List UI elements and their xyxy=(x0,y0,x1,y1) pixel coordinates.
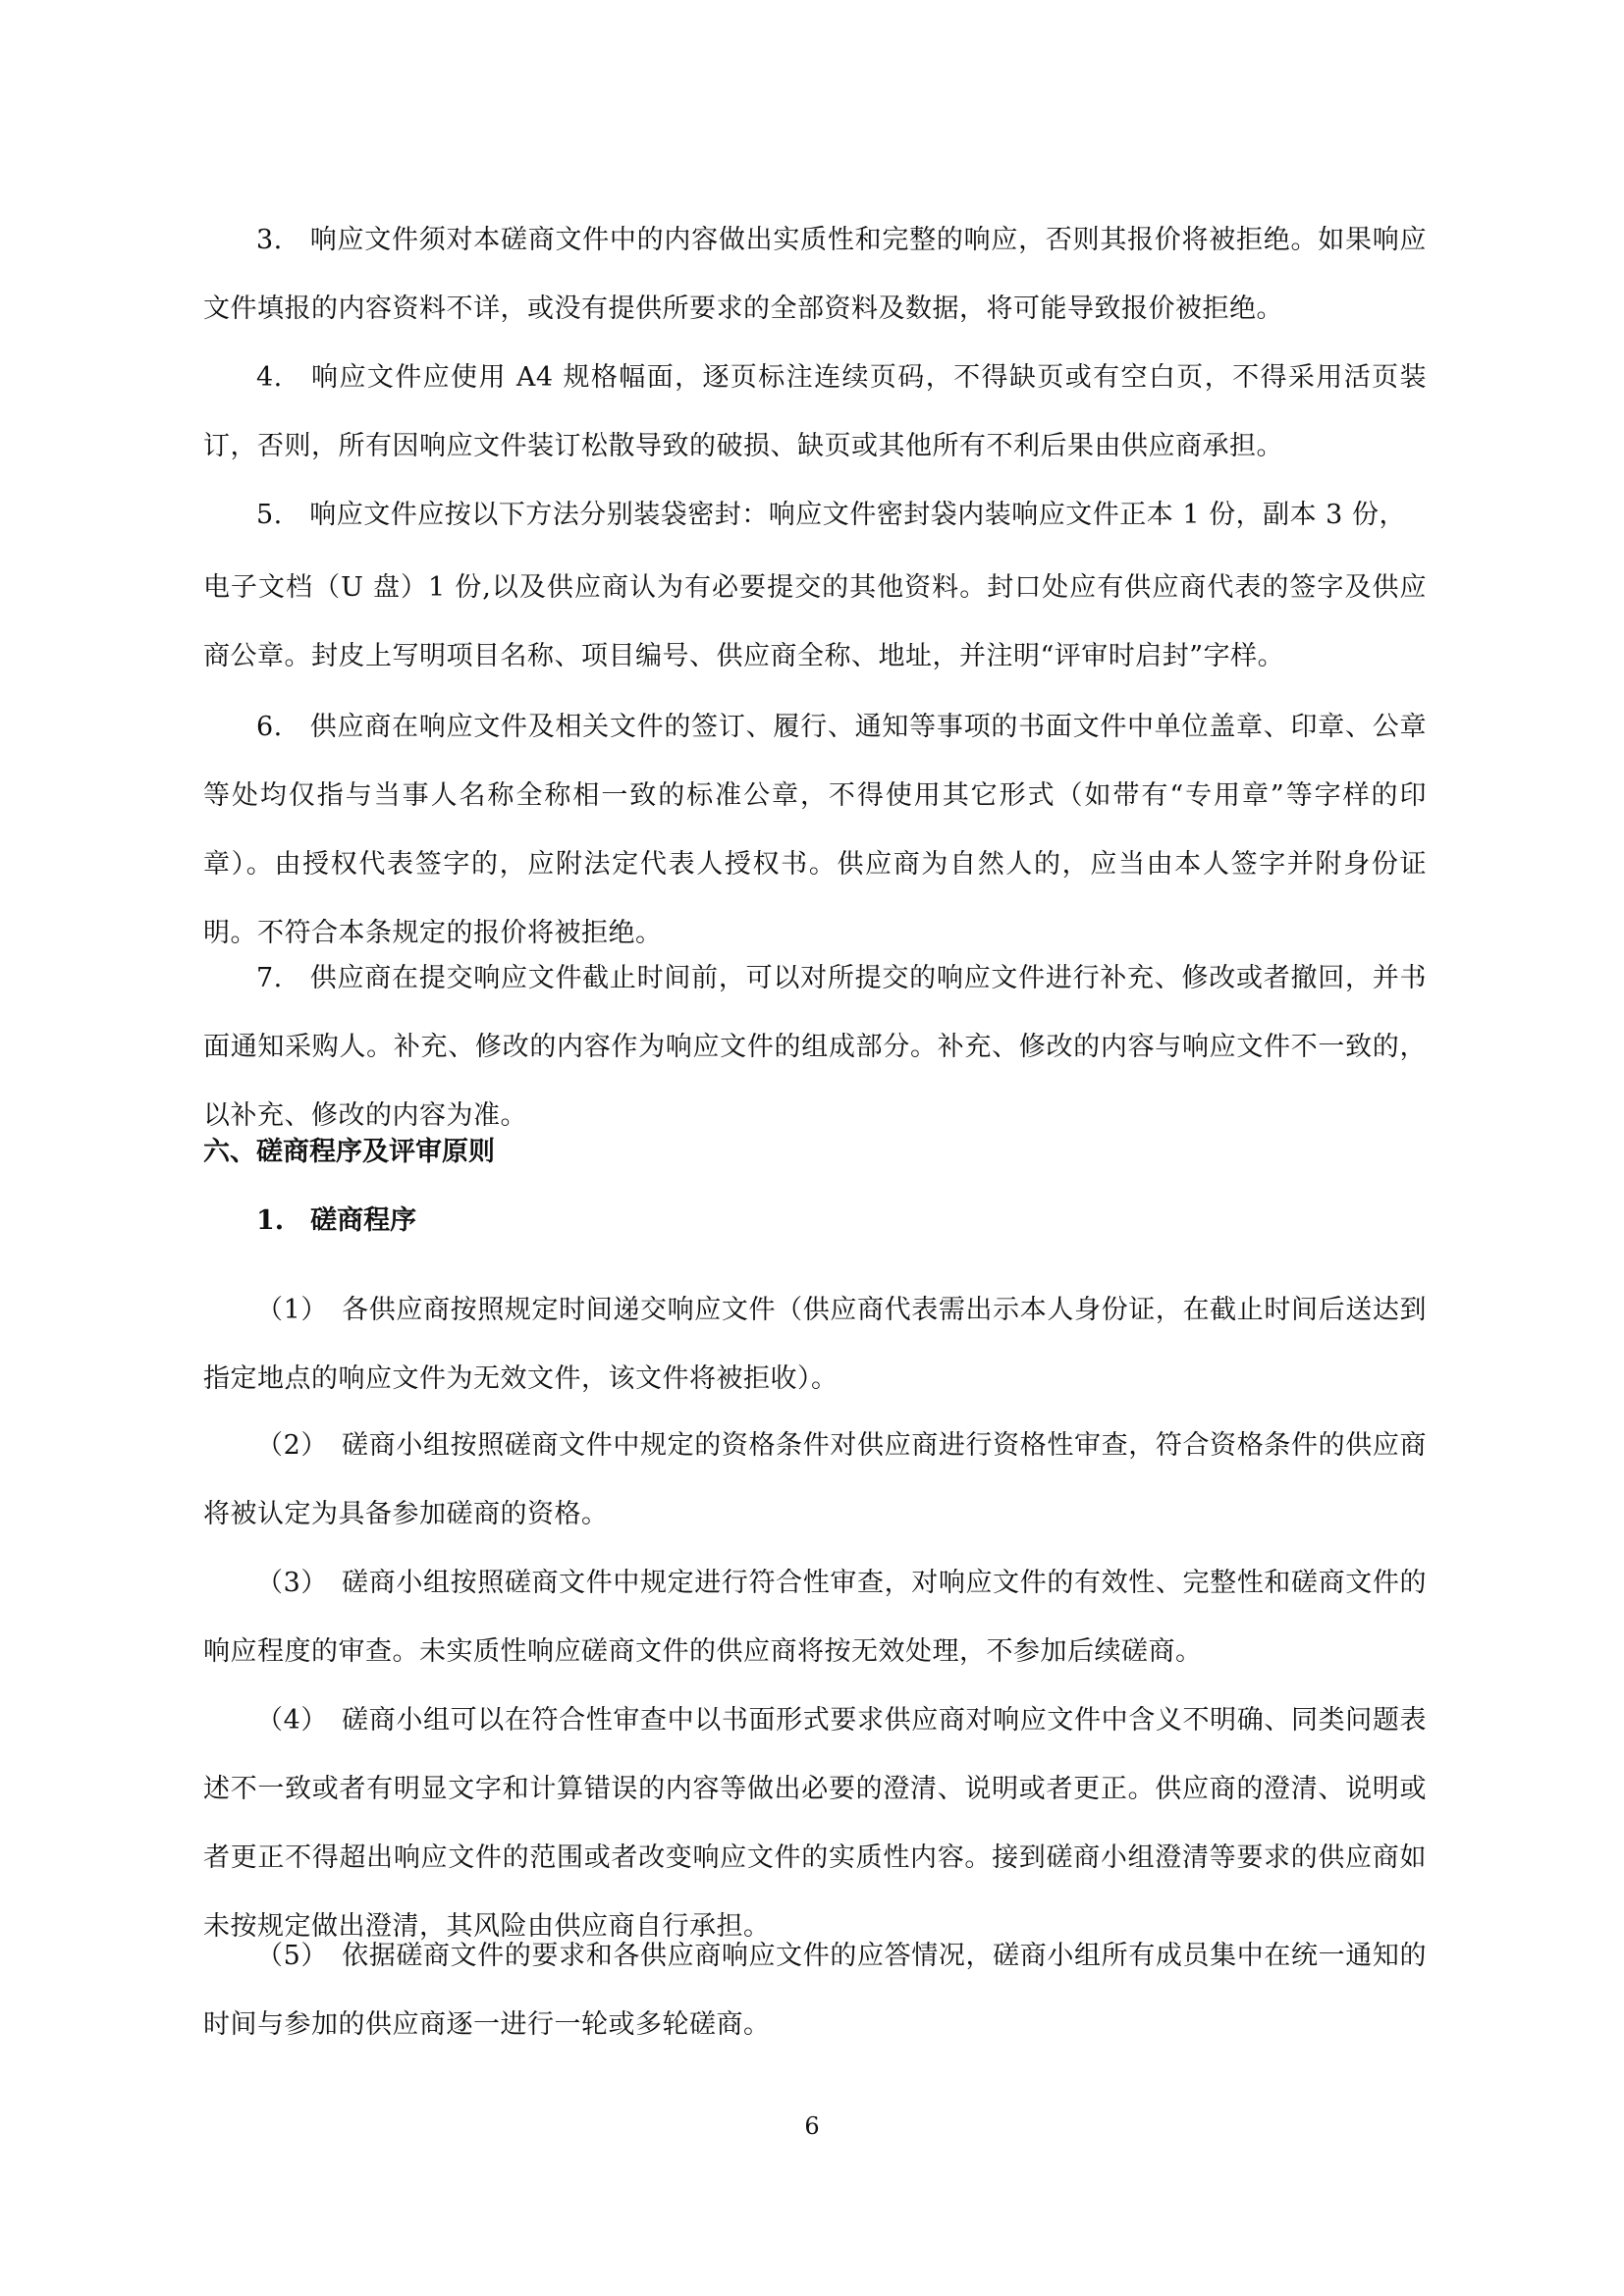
paragraph-5: 5. 响应文件应按以下方法分别装袋密封：响应文件密封袋内装响应文件正本 1 份，副本 3 份， xyxy=(256,500,1406,530)
paragraph-6: 6. 供应商在响应文件及相关文件的签订、履行、通知等事项的书面文件中单位盖章、印章、公章等处均仅指与当事人名称全称相一致的标准公章，不得使用其它形式（如带有“专用章”等字样的印章）。由授权代表签字的，应附法定代表人授权书。供应商为自然人的，应当由本人签字并附身份证明。不符合本条规定的报价将被拒绝。 xyxy=(203,712,1427,948)
section-heading-6: 六、磋商程序及评审原则 xyxy=(203,1137,495,1167)
paragraph-4: 4. 响应文件应使用 A4 规格幅面，逐页标注连续页码，不得缺页或有空白页，不得采用活页装订，否则，所有因响应文件装订松散导致的破损、缺页或其他所有不利后果由供应商承担。 xyxy=(203,362,1427,461)
procedure-step-2: （2） 磋商小组按照磋商文件中规定的资格条件对供应商进行资格性审查，符合资格条件的供应商将被认定为具备参加磋商的资格。 xyxy=(203,1430,1427,1529)
paragraph-5-continued: 电子文档（U 盘）1 份,以及供应商认为有必要提交的其他资料。封口处应有供应商代表的签字及供应商公章。封皮上写明项目名称、项目编号、供应商全称、地址，并注明“评审时启封”字样。 xyxy=(203,572,1427,671)
paragraph-7: 7. 供应商在提交响应文件截止时间前，可以对所提交的响应文件进行补充、修改或者撤回，并书面通知采购人。补充、修改的内容作为响应文件的组成部分。补充、修改的内容与响应文件不一致的，以补充、修改的内容为准。 xyxy=(203,963,1427,1131)
procedure-step-3: （3） 磋商小组按照磋商文件中规定进行符合性审查，对响应文件的有效性、完整性和磋商文件的响应程度的审查。未实质性响应磋商文件的供应商将按无效处理，不参加后续磋商。 xyxy=(203,1568,1427,1667)
subsection-heading-1: 1. 磋商程序 xyxy=(256,1205,417,1236)
page-number: 6 xyxy=(804,2112,820,2140)
procedure-step-1: （1） 各供应商按照规定时间递交响应文件（供应商代表需出示本人身份证，在截止时间后送达到指定地点的响应文件为无效文件，该文件将被拒收）。 xyxy=(203,1295,1427,1394)
procedure-step-4: （4） 磋商小组可以在符合性审查中以书面形式要求供应商对响应文件中含义不明确、同类问题表述不一致或者有明显文字和计算错误的内容等做出必要的澄清、说明或者更正。供应商的澄清、说明或者更正不得超出响应文件的范围或者改变响应文件的实质性内容。接到磋商小组澄清等要求的供应商如未按规定做出澄清，其风险由供应商自行承担。 xyxy=(203,1705,1427,1942)
procedure-step-5: （5） 依据磋商文件的要求和各供应商响应文件的应答情况，磋商小组所有成员集中在统一通知的时间与参加的供应商逐一进行一轮或多轮磋商。 xyxy=(203,1941,1427,2040)
paragraph-3: 3. 响应文件须对本磋商文件中的内容做出实质性和完整的响应，否则其报价将被拒绝。如果响应文件填报的内容资料不详，或没有提供所要求的全部资料及数据，将可能导致报价被拒绝。 xyxy=(203,225,1427,324)
